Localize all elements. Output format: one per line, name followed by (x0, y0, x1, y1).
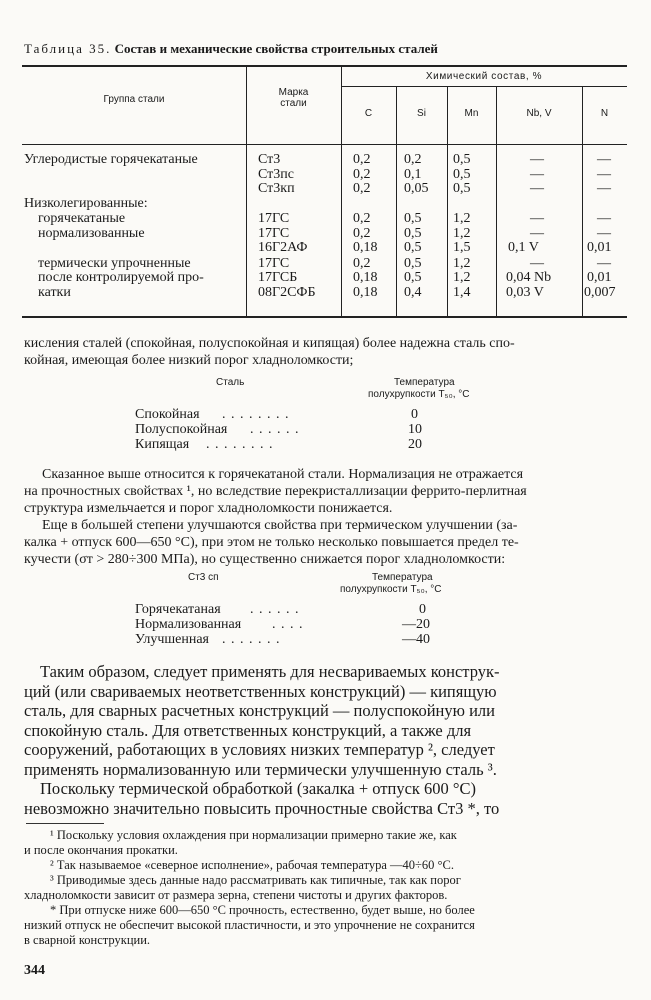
list-item-label: Полуспокойная (135, 422, 228, 437)
list1-head-right-1: Температура (394, 377, 455, 388)
list-item-value: 20 (408, 437, 422, 452)
text-line: кисления сталей (спокойная, полуспокойная и кипящая) более надежна сталь спо- (24, 336, 515, 351)
table-vrule (496, 86, 497, 317)
paragraph-2 (24, 466, 604, 568)
list2-head-right-2: полухрупкости T₅₀, °С (340, 584, 442, 595)
table-top-rule (22, 65, 627, 67)
table-caption-title: Состав и механические свойства строительных сталей (114, 41, 438, 56)
cell-nbv: — (530, 226, 544, 241)
list-item-dots: . . . . . . . (222, 632, 281, 647)
list-item-dots: . . . . . . (250, 602, 300, 617)
footnote-line: ³ Приводимые здесь данные надо рассматривать как типичные, так как порог (50, 873, 461, 887)
table-caption-prefix: Таблица 35. (24, 41, 112, 56)
cell-grade: 17ГС (258, 211, 290, 226)
text-line: на прочностных свойствах ¹, но вследствие перекристаллизации феррито-перлитная (24, 484, 527, 499)
list-item-label: Горячекатаная (135, 602, 221, 617)
footnotes (24, 828, 609, 948)
text-line: невозможно значительно повысить прочностные свойства Ст3 *, то (24, 798, 500, 818)
table-caption (24, 41, 438, 57)
header-grade-2: стали (280, 98, 307, 109)
header-composition: Химический состав, % (425, 71, 543, 82)
cell-c: 0,2 (353, 226, 371, 241)
cell-n: — (597, 211, 611, 226)
cell-n: 0,01 (587, 240, 612, 255)
table-vrule (396, 86, 397, 317)
cell-mn: 1,5 (453, 240, 471, 255)
text-line: Поскольку термической обработкой (закалка + отпуск 600 °С) (40, 779, 477, 798)
header-si: Si (417, 108, 426, 119)
group-heat-line3: катки (38, 285, 71, 300)
cell-si: 0,4 (404, 285, 422, 300)
footnote-line: ¹ Поскольку условия охлаждения при нормализации примерно такие же, как (50, 828, 457, 842)
footnote-separator (26, 823, 104, 824)
cell-mn: 1,2 (453, 270, 471, 285)
text-line: ций (или свариваемых неответственных конструкций) — кипящую (24, 681, 497, 701)
cell-si: 0,1 (404, 167, 422, 182)
cell-grade: Ст3 (258, 152, 281, 167)
cell-c: 0,2 (353, 211, 371, 226)
list-item-dots: . . . . . . . . (206, 437, 274, 452)
paragraph-1 (24, 335, 604, 369)
list-item-dots: . . . . (272, 617, 304, 632)
footnote-line: и после окончания прокатки. (24, 843, 178, 857)
cell-nbv: — (530, 211, 544, 226)
cell-nbv: 0,04 Nb (506, 270, 552, 285)
cell-grade: 08Г2СФБ (258, 285, 316, 300)
cell-n: — (597, 256, 611, 271)
text-line: сооружений, работающих в условиях низких температур ², следует (24, 740, 495, 759)
list1-head-left: Сталь (216, 377, 245, 388)
cell-grade: Ст3кп (258, 181, 295, 196)
cell-n: — (597, 167, 611, 182)
text-line: Сказанное выше относится к горячекатаной стали. Нормализация не отражается (42, 467, 524, 482)
text-line: сталь, для сварных расчетных конструкций — полуспокойную или (24, 701, 495, 720)
cell-nbv: — (530, 181, 544, 196)
group-hotrolled: горячекатаные (38, 211, 126, 226)
cell-grade: 17ГС (258, 256, 290, 271)
text-line: кучести (σт > 280÷300 МПа), но существенно снижается порог хладноломкости: (24, 552, 506, 567)
list2-head-left: Ст3 сп (188, 572, 219, 583)
cell-mn: 0,5 (453, 152, 471, 167)
cell-si: 0,05 (404, 181, 429, 196)
cell-si: 0,5 (404, 256, 422, 271)
header-nbv: Nb, V (526, 108, 552, 119)
cell-mn: 0,5 (453, 181, 471, 196)
footnote-line: хладноломкости зависит от размера зерна, степени чистоты и других факторов. (24, 888, 448, 902)
group-normalized: нормализованные (38, 226, 145, 241)
group-lowalloy: Низколегированные: (24, 196, 148, 211)
cell-c: 0,2 (353, 256, 371, 271)
table-header-subrule (341, 86, 627, 87)
header-c: C (364, 108, 373, 119)
cell-n: — (597, 226, 611, 241)
text-line: калка + отпуск 600—650 °С), при этом не только несколько повышается предел те- (24, 535, 519, 550)
cell-c: 0,2 (353, 152, 371, 167)
cell-grade: 17ГСБ (258, 270, 298, 285)
cell-c: 0,2 (353, 167, 371, 182)
cell-grade: 17ГС (258, 226, 290, 241)
list-item-value: —40 (402, 632, 430, 647)
text-line: Таким образом, следует применять для несвариваемых конструк- (40, 662, 500, 681)
page-number: 344 (24, 963, 45, 978)
cell-grade: Ст3пс (258, 167, 294, 182)
list-item-value: 0 (419, 602, 426, 617)
cell-c: 0,18 (353, 270, 378, 285)
text-line: применять нормализованную или термически улучшенную сталь ³. (24, 759, 497, 779)
header-group: Группа стали (103, 94, 165, 105)
cell-nbv: 0,1 V (508, 240, 539, 255)
header-mn: Mn (464, 108, 479, 119)
group-carbon: Углеродистые горячекатаные (24, 152, 198, 167)
list-item-label: Спокойная (135, 407, 200, 422)
table-vrule (341, 65, 342, 317)
cell-si: 0,5 (404, 270, 422, 285)
cell-nbv: — (530, 256, 544, 271)
cell-n: 0,01 (587, 270, 612, 285)
cell-mn: 0,5 (453, 167, 471, 182)
footnote-line: ² Так называемое «северное исполнение», рабочая температура —40÷60 °С. (50, 858, 454, 872)
list-item-value: —20 (402, 617, 430, 632)
cell-c: 0,18 (353, 240, 378, 255)
list-item-label: Кипящая (135, 437, 190, 452)
list-item-label: Улучшенная (135, 632, 209, 647)
text-line: спокойную сталь. Для ответственных конструкций, а также для (24, 720, 472, 740)
cell-n: 0,007 (584, 285, 616, 300)
text-line: койная, имеющая более низкий порог хладноломкости; (24, 353, 354, 368)
footnote-line: * При отпуске ниже 600—650 °С прочность, естественно, будет выше, но более (50, 903, 475, 917)
footnote-line: низкий отпуск не обеспечит высокой пластичности, и это упрочнение не сохранится (24, 918, 475, 932)
cell-c: 0,2 (353, 181, 371, 196)
group-heat-line2: после контролируемой про- (38, 270, 204, 285)
list-item-label: Нормализованная (135, 617, 242, 632)
table-vrule (582, 86, 583, 317)
cell-nbv: — (530, 152, 544, 167)
table-header-rule (22, 144, 627, 145)
cell-mn: 1,4 (453, 285, 471, 300)
list-item-dots: . . . . . . . . (222, 407, 290, 422)
table-bottom-rule (22, 316, 627, 318)
cell-si: 0,2 (404, 152, 422, 167)
header-n: N (600, 108, 609, 119)
list-item-dots: . . . . . . (250, 422, 300, 437)
cell-n: — (597, 181, 611, 196)
list-item-value: 10 (408, 422, 422, 437)
group-heat-line1: термически упрочненные (38, 256, 191, 271)
cell-si: 0,5 (404, 240, 422, 255)
cell-c: 0,18 (353, 285, 378, 300)
cell-nbv: — (530, 167, 544, 182)
cell-mn: 1,2 (453, 256, 471, 271)
cell-si: 0,5 (404, 226, 422, 241)
cell-mn: 1,2 (453, 226, 471, 241)
cell-mn: 1,2 (453, 211, 471, 226)
text-line: Еще в большей степени улучшаются свойства при термическом улучшении (за- (42, 518, 518, 533)
table-vrule (447, 86, 448, 317)
cell-nbv: 0,03 V (506, 285, 544, 300)
list-item-value: 0 (411, 407, 418, 422)
cell-si: 0,5 (404, 211, 422, 226)
list1-head-right-2: полухрупкости T₅₀, °С (368, 389, 470, 400)
list2-head-right-1: Температура (372, 572, 433, 583)
paragraph-3 (24, 662, 604, 818)
text-line: структура измельчается и порог хладноломкости понижается. (24, 501, 393, 516)
cell-grade: 16Г2АФ (258, 240, 308, 255)
footnote-line: в сварной конструкции. (24, 933, 151, 947)
steel-composition-table (22, 65, 627, 317)
cell-n: — (597, 152, 611, 167)
header-grade-1: Марка (278, 87, 309, 98)
